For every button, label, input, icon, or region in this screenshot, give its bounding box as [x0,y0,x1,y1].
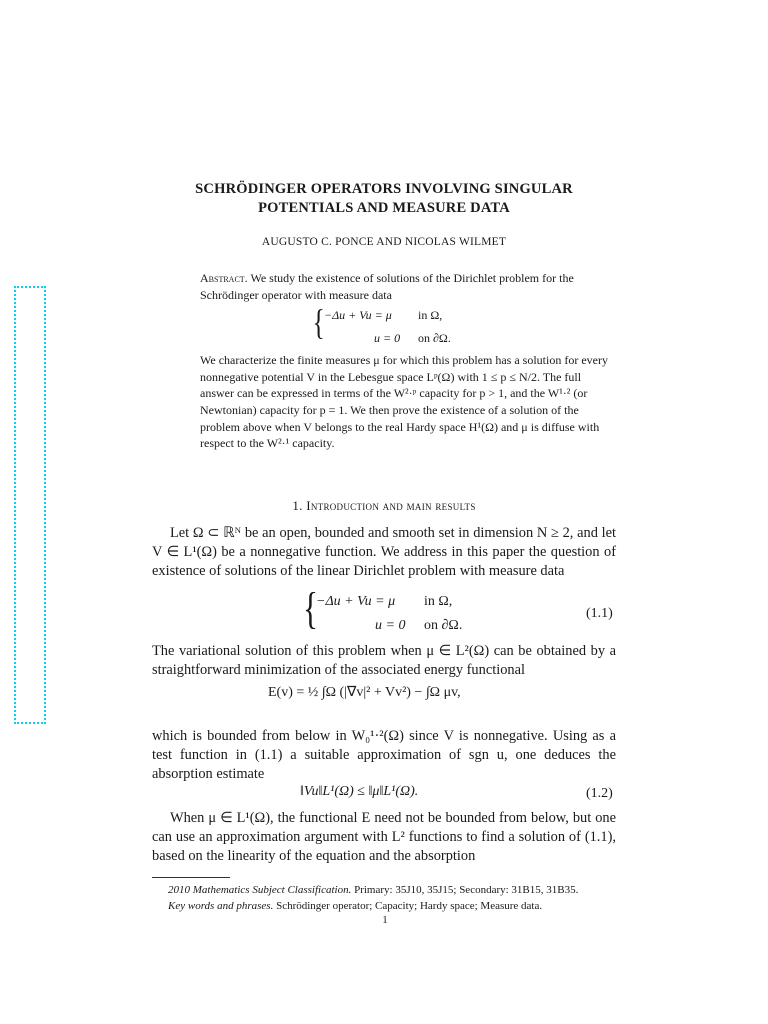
footnote-keywords-label: Key words and phrases. [168,900,274,912]
eq12-body: ‖Vu‖L¹(Ω) ≤ ‖μ‖L¹(Ω). [300,784,419,799]
equation-1-2 [300,784,620,806]
footnote-msc-label: 2010 Mathematics Subject Classification. [168,884,352,896]
paragraph-1: Let Ω ⊂ ℝᴺ be an open, bounded and smooth set in dimension N ≥ 2, and let V ∈ L¹(Ω) be a nonnegative function. We address in this paper the question of existence of solutions of the linear Dirichlet problem with measure data [152,525,616,580]
abstract-equation [200,302,618,348]
eq11-line1-right: in Ω, [424,594,453,609]
title-line-1: SCHRÖDINGER OPERATORS INVOLVING SINGULAR [195,181,573,197]
abstract-intro [200,270,618,303]
eq11-line2-left: u = 0 [375,618,406,633]
footnote-msc-text: Primary: 35J10, 35J15; Secondary: 31B15, 31B35. [354,884,579,896]
equation-number: (1.1) [586,606,613,621]
abstract-text-1: We study the existence of solutions of the Dirichlet problem for the Schrödinger operator with measure data [200,271,574,302]
abstract-eq-line1-right: in Ω, [418,308,443,323]
brace-glyph: { [303,584,318,633]
section-heading [150,498,618,514]
abstract-eq-line2-left: u = 0 [374,331,401,346]
footnote-keywords-text: Schrödinger operator; Capacity; Hardy space; Measure data. [276,900,543,912]
page-number: 1 [382,914,388,926]
eq11-line1-left: −Δu + Vu = μ [316,594,396,609]
equation-1-1 [300,584,620,638]
footnote-rule [152,877,230,878]
equation-number: (1.2) [586,786,613,801]
authors: AUGUSTO C. PONCE AND NICOLAS WILMET [261,236,507,248]
footnote-keywords [168,898,632,914]
abstract [200,270,618,452]
section-heading-text: 1. Introduction and main results [292,498,476,513]
link-highlight-frame[interactable] [14,286,46,724]
energy-functional: E(v) = ½ ∫Ω (|∇v|² + Vv²) − ∫Ω μv, [268,685,461,700]
abstract-eq-line2-right: on ∂Ω. [418,331,451,346]
abstract-label: Abstract. [200,271,248,285]
footnote-msc [168,882,632,898]
abstract-text-2: We characterize the finite measures μ for which this problem has a solution for every nonnegative potential V in the Lebesgue space Lᵖ(Ω) with 1 ≤ p ≤ N/2. The full answer can be expressed in terms of the W²·ᵖ capacity for p > 1, and the W¹·² (or Newtonian) capacity for p = 1. We then prove the existence of a solution of the problem above when V belongs to the real Hardy space H¹(Ω) and μ is diffuse with respect to the W²·¹ capacity. [200,353,608,451]
abstract-eq-line1-left: −Δu + Vu = μ [324,308,392,323]
paragraph-2: The variational solution of this problem when μ ∈ L²(Ω) can be obtained by a straightforward minimization of the associated energy functional [152,643,616,679]
paper-title [150,180,618,218]
eq11-line2-right: on ∂Ω. [424,618,463,633]
brace-glyph: { [312,302,325,343]
paragraph-4: When μ ∈ L¹(Ω), the functional E need not be bounded from below, but one can use an approximation argument with L² functions to find a solution of (1.1), based on the linearity of the equation and the absorption [152,810,616,865]
paragraph-3: which is bounded from below in W₀¹·²(Ω) since V is nonnegative. Using as a test function in (1.1) a suitable approximation of sgn u, one deduces the absorption estimate [152,728,616,783]
title-line-2: POTENTIALS AND MEASURE DATA [258,200,510,216]
